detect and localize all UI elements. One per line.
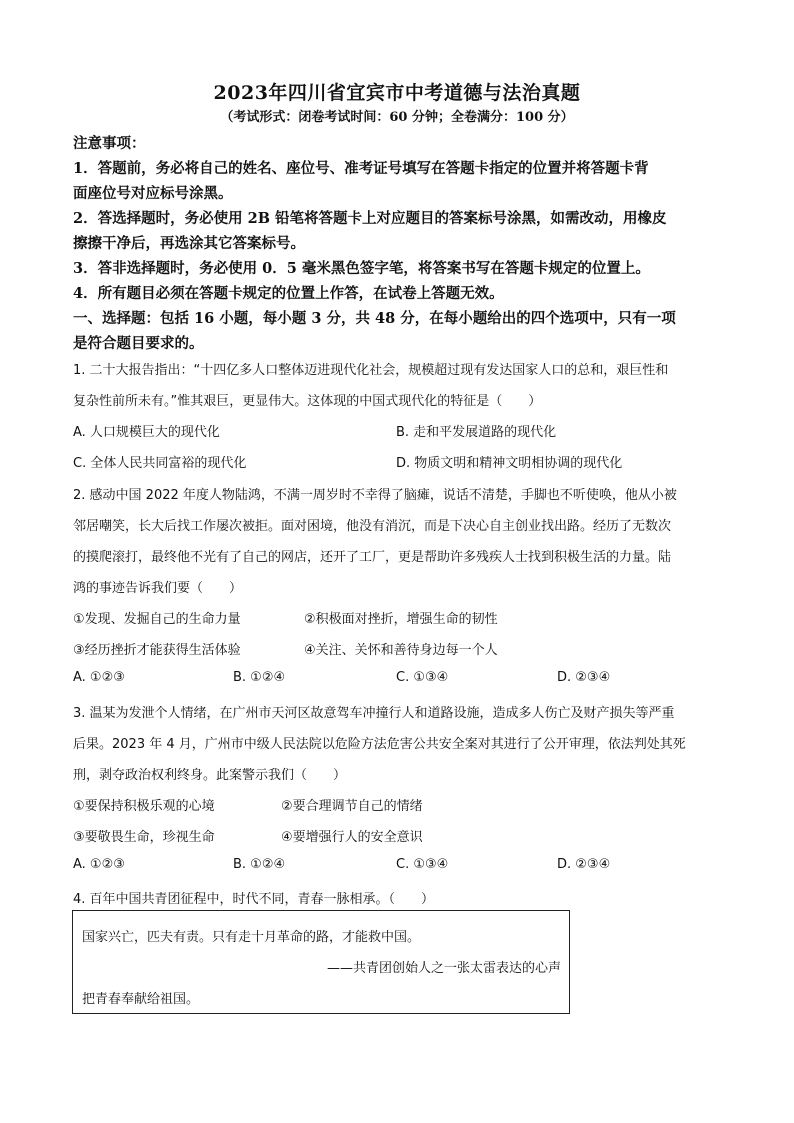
q2-option-d: D. ②③④	[557, 670, 611, 685]
q3-statement: ①要保持积极乐观的心境	[73, 799, 215, 814]
notice-line: 2．答选择题时，务必使用 2B 铅笔将答题卡上对应题目的答案标号涂黑，如需改动，用橡皮	[73, 210, 667, 227]
exam-subtitle: （考试形式：闭卷考试时间：60 分钟；全卷满分：100 分）	[220, 110, 574, 125]
q3-option-a: A. ①②③	[73, 857, 125, 872]
q2-stem: 2. 感动中国 2022 年度人物陆鸿，不满一周岁时不幸得了脑瘫，说话不清楚，手脚也不听使唤，他从小被	[73, 488, 677, 503]
q2-statement: ④关注、关怀和善待身边每一个人	[304, 643, 498, 658]
q3-statement: ④要增强行人的安全意识	[281, 830, 423, 845]
q2-statement: ③经历挫折才能获得生活体验	[73, 643, 241, 658]
notice-line: 4．所有题目必须在答题卡规定的位置上作答，在试卷上答题无效。	[73, 285, 504, 302]
q2-stem: 的摸爬滚打，最终他不光有了自己的网店，还开了工厂，更是帮助许多残疾人士找到积极生活的力量。陆	[73, 550, 672, 565]
notice-line: 面座位号对应标号涂黑。	[73, 185, 233, 202]
q2-statement: ②积极面对挫折，增强生命的韧性	[304, 612, 498, 627]
q2-stem: 鸿的事迹告诉我们要（ ）	[73, 581, 243, 596]
q4-attribution: ——共青团创始人之一张太雷表达的心声	[326, 961, 561, 976]
q1-option-d: D. 物质文明和精神文明相协调的现代化	[396, 456, 623, 471]
q2-stem: 邻居嘲笑，长大后找工作屡次被拒。面对困境，他没有消沉，而是下决心自主创业找出路。经历了无数次	[73, 519, 672, 534]
q3-stem: 后果。2023 年 4 月，广州市中级人民法院以危险方法危害公共安全案对其进行了公开审理，依法判处其死	[73, 737, 686, 752]
notice-line: 3．答非选择题时，务必使用 0．5 毫米黑色签字笔，将答案书写在答题卡规定的位置上。	[73, 260, 650, 277]
q2-option-b: B. ①②④	[233, 670, 286, 685]
q3-option-c: C. ①③④	[396, 857, 449, 872]
section-heading: 是符合题目要求的。	[73, 335, 204, 352]
q1-stem: 复杂性前所未有。”惟其艰巨，更显伟大。这体现的中国式现代化的特征是（ ）	[73, 394, 542, 409]
q3-statement: ③要敬畏生命，珍视生命	[73, 830, 215, 845]
notice-line: 1．答题前，务必将自己的姓名、座位号、准考证号填写在答题卡指定的位置并将答题卡背	[73, 160, 649, 177]
exam-title: 2023年四川省宜宾市中考道德与法治真题	[213, 82, 581, 104]
q3-option-b: B. ①②④	[233, 857, 286, 872]
q4-material-box	[72, 910, 570, 1014]
q1-option-b: B. 走和平发展道路的现代化	[396, 425, 557, 440]
q1-option-a: A. 人口规模巨大的现代化	[73, 425, 220, 440]
q4-box-last-line: 把青春奉献给祖国。	[82, 992, 200, 1007]
q2-statement: ①发现、发掘自己的生命力量	[73, 612, 241, 627]
q1-stem: 1. 二十大报告指出：“十四亿多人口整体迈进现代化社会，规模超过现有发达国家人口的总和，艰巨性和	[73, 363, 669, 378]
notice-heading: 注意事项：	[73, 135, 146, 152]
section-heading: 一、选择题：包括 16 小题，每小题 3 分，共 48 分，在每小题给出的四个选项中，只有一项	[73, 310, 676, 327]
q3-stem: 3. 温某为发泄个人情绪，在广州市天河区故意驾车冲撞行人和道路设施，造成多人伤亡及财产损失等严重	[73, 706, 675, 721]
notice-line: 擦擦干净后，再选涂其它答案标号。	[73, 235, 305, 252]
q3-stem: 刑，剥夺政治权利终身。此案警示我们（ ）	[73, 768, 347, 783]
q4-quote: 国家兴亡，匹夫有责。只有走十月革命的路，才能救中国。	[82, 930, 421, 945]
q1-option-c: C. 全体人民共同富裕的现代化	[73, 456, 247, 471]
q3-option-d: D. ②③④	[557, 857, 611, 872]
q4-stem: 4. 百年中国共青团征程中，时代不同，青春一脉相承。（ ）	[73, 892, 435, 907]
q2-option-c: C. ①③④	[396, 670, 449, 685]
q2-option-a: A. ①②③	[73, 670, 125, 685]
q3-statement: ②要合理调节自己的情绪	[281, 799, 423, 814]
